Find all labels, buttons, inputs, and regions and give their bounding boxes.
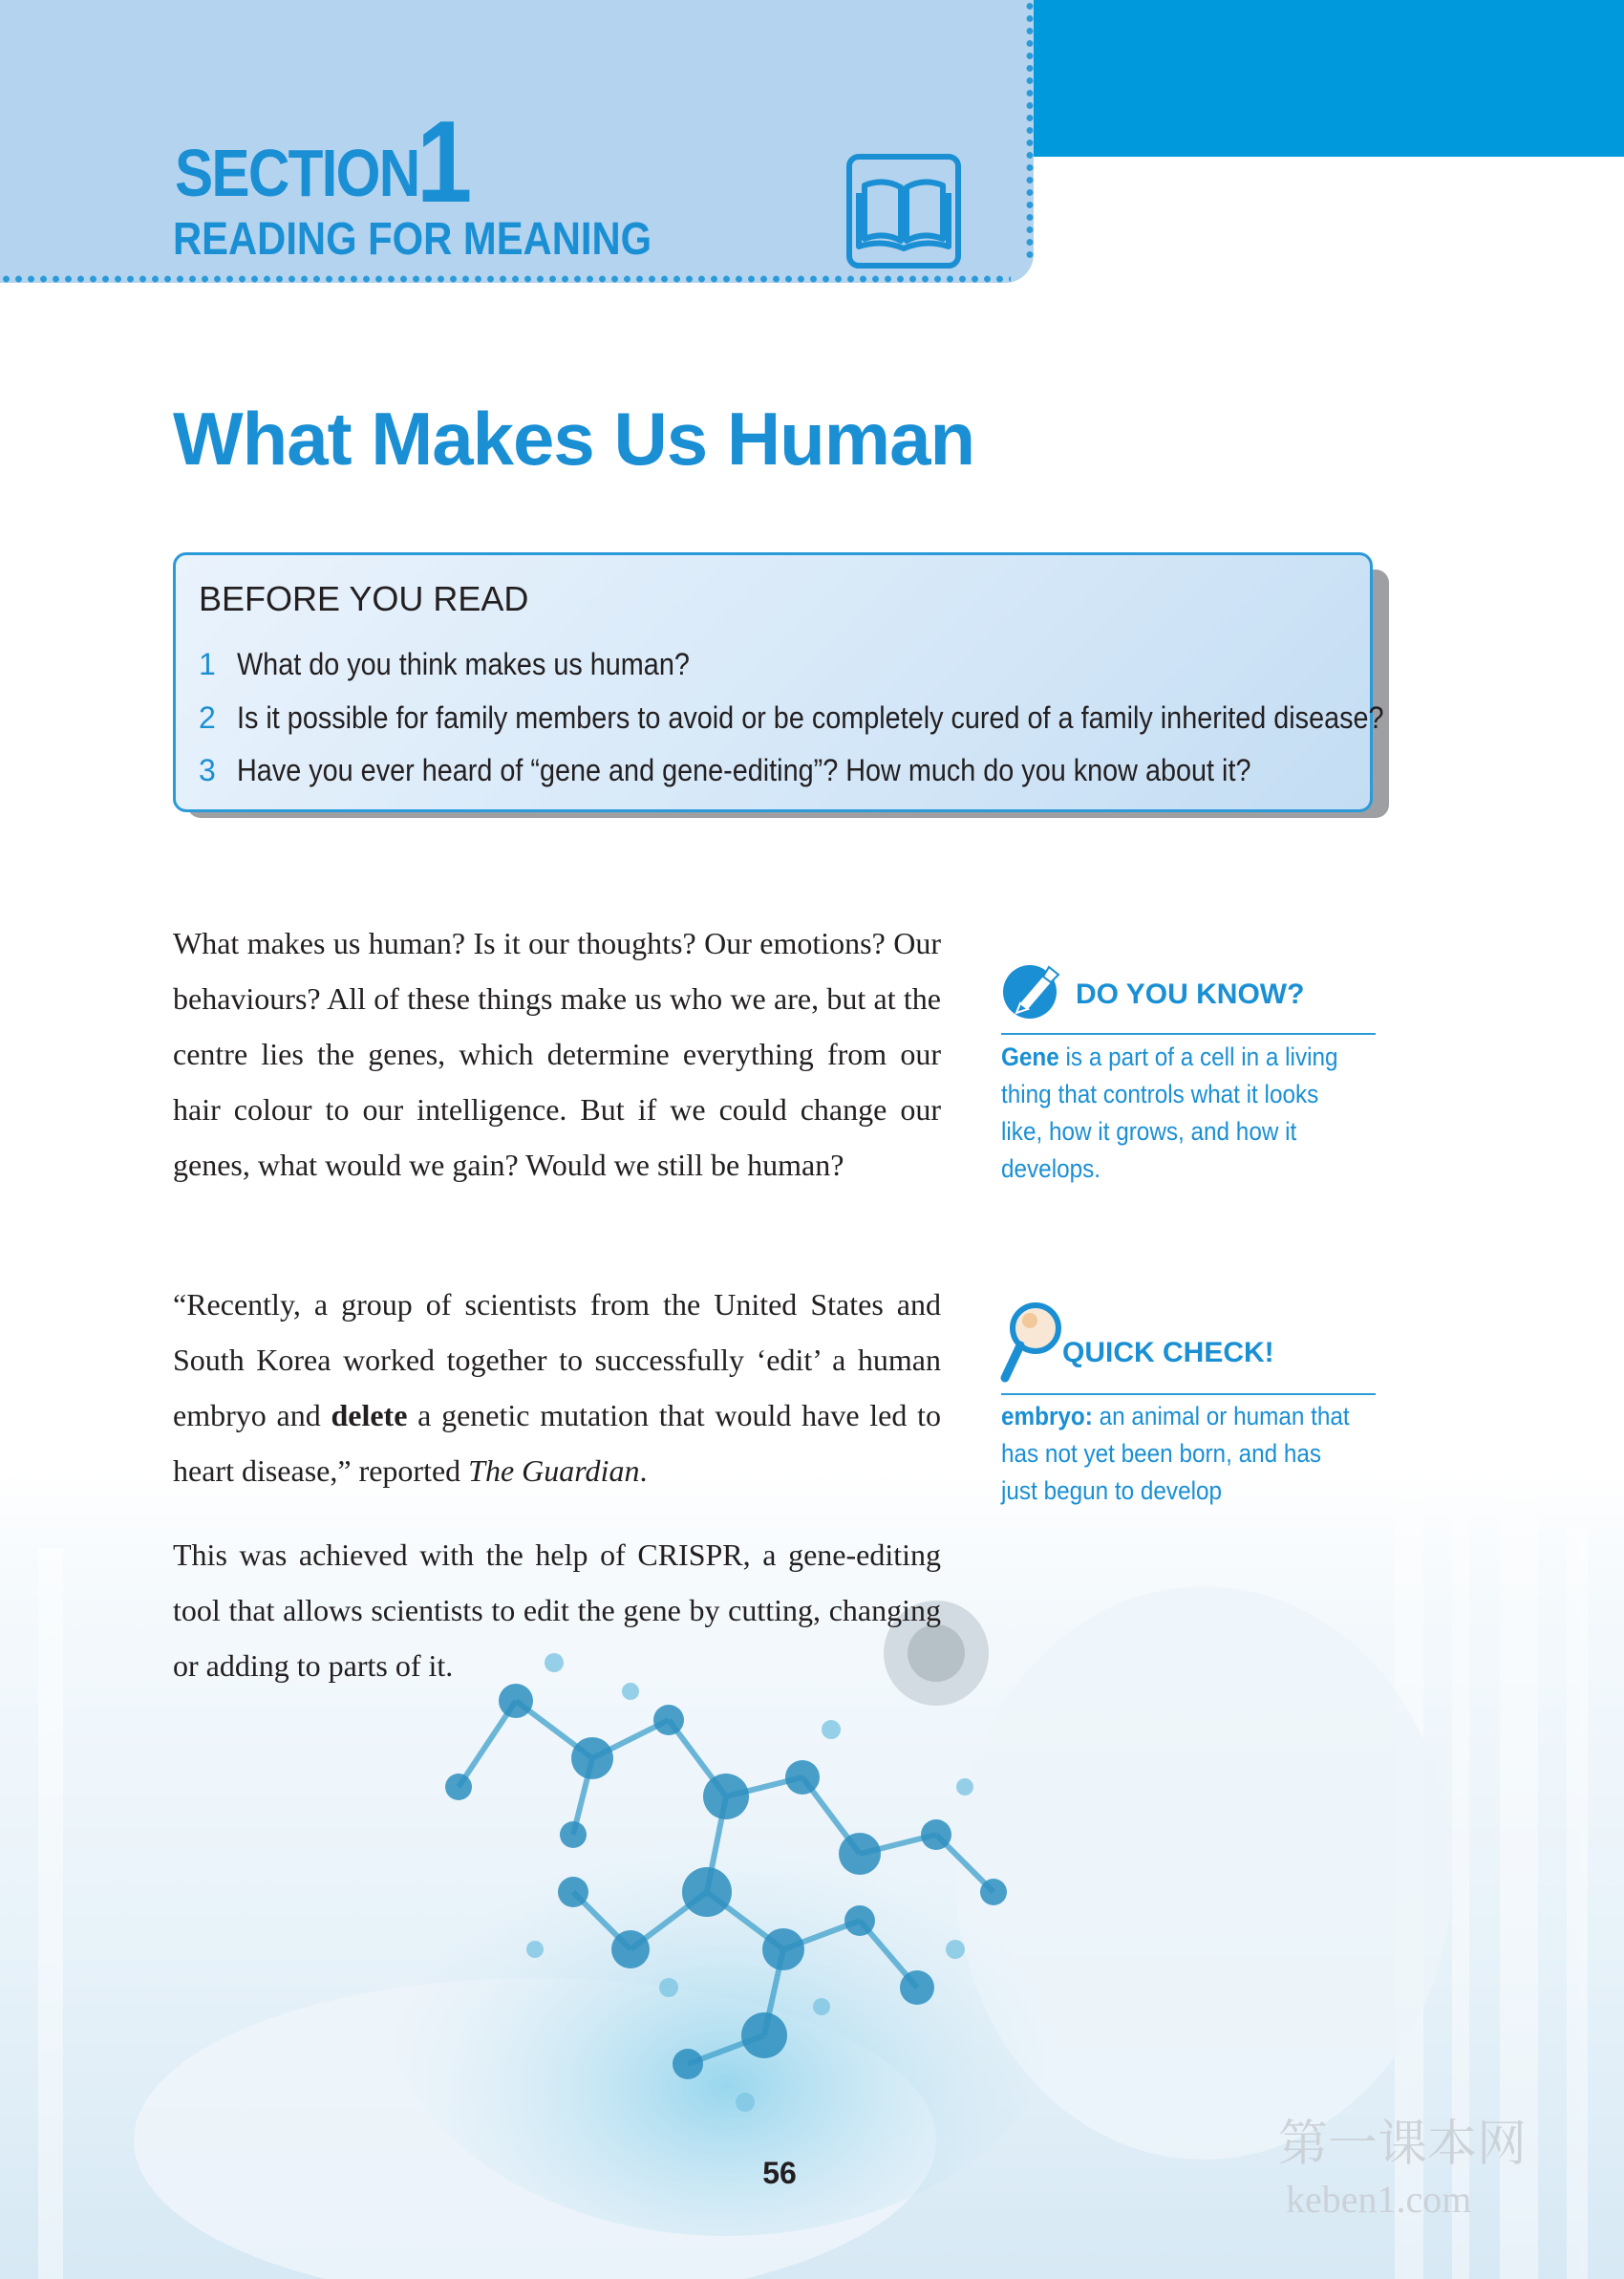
question-text: Is it possible for family members to avoid or be completely cured of a family inherited disease? [237,700,1384,735]
header-band [1034,0,1624,157]
divider [1001,1393,1376,1395]
section-number: 1 [417,97,473,226]
pen-badge-icon [999,954,1068,1022]
magnifier-icon [999,1301,1062,1384]
question-number: 1 [199,647,216,681]
question-number: 2 [199,700,216,735]
watermark-cn: 第一课本网 [1278,2117,1528,2172]
page-number: 56 [762,2156,797,2190]
body-bold-term: delete [331,1398,408,1432]
question-text: What do you think makes us human? [237,647,690,681]
glossary-definition: an animal or human that has not yet been born, and has just begun to develop [1001,1402,1350,1505]
open-book-icon [845,153,962,269]
question-item [199,649,740,679]
page-title: What Makes Us Human [173,397,975,481]
dotted-border-right [1026,0,1034,260]
glossary-term: Gene [1001,1043,1059,1071]
quick-check-text [1001,1398,1362,1510]
do-you-know-heading: DO YOU KNOW? [1076,978,1305,1010]
body-paragraph-3: This was achieved with the help of CRISPR, a gene-editing tool that allows scientists to edit the gene by cutting, changing or adding to parts of it. [173,1537,941,1683]
watermark-en: keben1.com [1286,2178,1472,2221]
before-you-read-heading: BEFORE YOU READ [199,579,529,618]
question-item [199,755,1363,785]
body-text: a genetic mutation that would have led to heart disease,” reported [173,1398,942,1488]
do-you-know-text [1001,1039,1362,1188]
question-item [199,702,1511,733]
glossary-term: embryo: [1001,1402,1093,1430]
body-paragraph-2 [173,1277,941,1498]
body-italic-source: The Guardian [468,1453,640,1488]
question-text: Have you ever heard of “gene and gene-editing”? How much do you know about it? [237,753,1251,787]
section-subtitle: READING FOR MEANING [173,214,652,265]
quick-check-heading: QUICK CHECK! [1062,1337,1274,1368]
body-text: . [639,1453,648,1488]
question-number: 3 [199,753,216,787]
dotted-border-bottom [0,275,1011,283]
body-text: “Recently, a group of scientists from the United States and South Korea worked together to successfully ‘edit’ a human embryo and [173,1287,941,1432]
glossary-definition: is a part of a cell in a living thing that controls what it looks like, how it grows, and how it develops. [1001,1043,1338,1183]
section-label: SECTION [175,136,419,210]
body-paragraph-1: What makes us human? Is it our thoughts? Our emotions? Our behaviours? All of these things make us who we are, but at the centre lies the genes, which determine everything from our hair colour to our intelligence. But if we could change our genes, what would we gain? Would we still be human? [173,926,941,1182]
divider [1001,1033,1376,1035]
